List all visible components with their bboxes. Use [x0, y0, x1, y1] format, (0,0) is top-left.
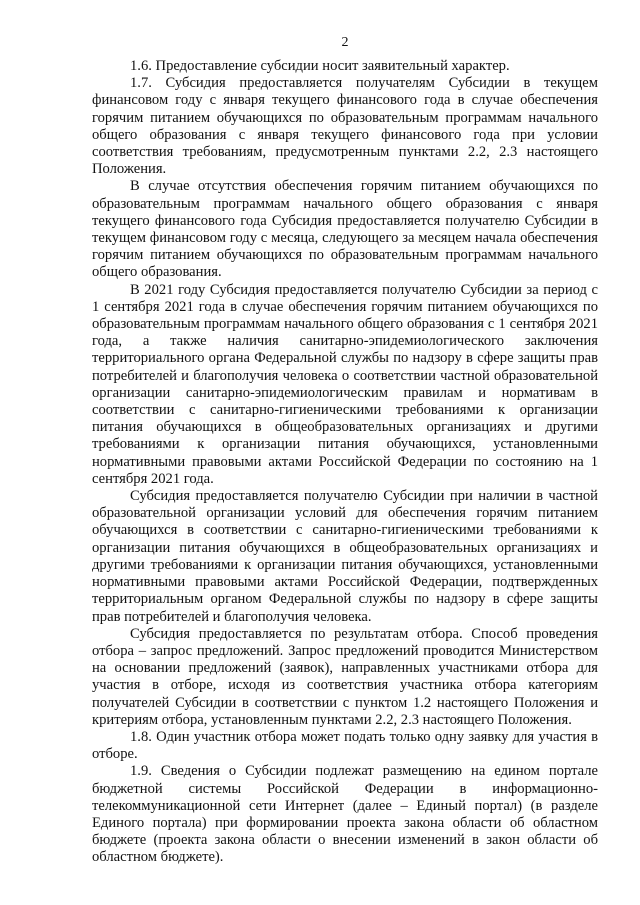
paragraph-selection: Субсидия предоставляется по результатам отбора. Способ проведения отбора – запрос предложений. Запрос предложений проводится Министерством на основании предложений (заявок), направленных участниками отбора для участия в отборе, исходя из соответствия участника отбора категориям получателей Субсидии в соответствии с пунктом 1.2 настоящего Положения и критериям отбора, установленным пунктами 2.2, 2.3 настоящего Положения. — [92, 625, 598, 728]
paragraph-1-7: 1.7. Субсидия предоставляется получателям Субсидии в текущем финансовом году с января текущего финансового года в случае обеспечения горячим питанием обучающихся по образовательным программам начального общего образования с января текущего финансового года при условии соответствия требованиям, предусмотренным пунктами 2.2, 2.3 настоящего Положения. — [92, 75, 598, 178]
paragraph-1-9: 1.9. Сведения о Субсидии подлежат размещению на едином портале бюджетной системы Российской Федерации в информационно-телекоммуникационной сети Интернет (далее – Единый портал) (в разделе Единого портала) при формировании проекта закона области об областном бюджете (проекта закона области о внесении изменений в закон области об областном бюджете). — [92, 763, 598, 866]
paragraph-1-8: 1.8. Один участник отбора может подать только одну заявку для участия в отборе. — [92, 728, 598, 763]
paragraph-no-hot-meals: В случае отсутствия обеспечения горячим питанием обучающихся по образовательным программам начального общего образования с января текущего финансового года Субсидия предоставляется получателю Субсидии в текущем финансовом году с месяца, следующего за месяцем начала обеспечения горячим питанием обучающихся по образовательным программам начального общего образования. — [92, 178, 598, 281]
document-page — [92, 34, 598, 867]
paragraph-2021: В 2021 году Субсидия предоставляется получателю Субсидии за период с 1 сентября 2021 года в случае обеспечения горячим питанием обучающихся по образовательным программам начального общего образования с 1 сентября 2021 года, а также наличия санитарно-эпидемиологического заключения территориального органа Федеральной службы по надзору в сфере защиты прав потребителей и благополучия человека о соответствии частной образовательной организации санитарно-эпидемиологическим правилам и нормативам в соответствии с санитарно-гигиеническими требованиями к организации питания обучающихся в общеобразовательных организациях и другими требованиями к организации питания обучающихся, установленными нормативными правовыми актами Российской Федерации по состоянию на 1 сентября 2021 года. — [92, 281, 598, 487]
page-number: 2 — [341, 35, 349, 50]
paragraph-conditions: Субсидия предоставляется получателю Субсидии при наличии в частной образовательной организации условий для обеспечения горячим питанием обучающихся в соответствии с санитарно-гигиеническими требованиями к организации питания обучающихся в общеобразовательных организациях и другими требованиями к организации питания обучающихся, установленными нормативными правовыми актами Российской Федерации, подтвержденных территориальным органом Федеральной службы по надзору в сфере защиты прав потребителей и благополучия человека. — [92, 488, 598, 625]
paragraph-1-6: 1.6. Предоставление субсидии носит заявительный характер. — [130, 58, 510, 74]
